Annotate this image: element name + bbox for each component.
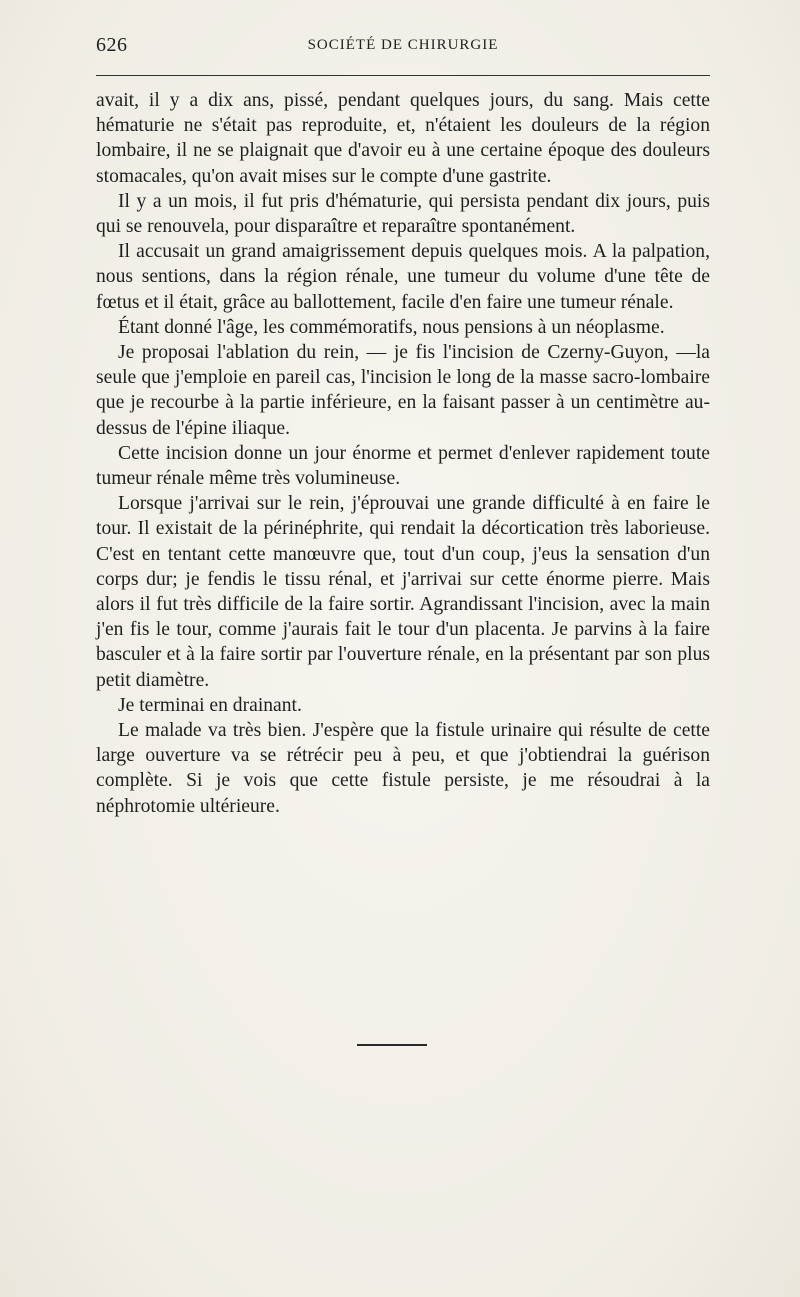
paragraph: Il accusait un grand amaigrissement depuis quelques mois. A la palpation, nous sentions, dans la région rénale, une tumeur du volume d'une tête de fœtus et il était, grâce au ballottement, facile d'en faire une tumeur rénale. — [96, 241, 710, 313]
paragraph: avait, il y a dix ans, pissé, pendant quelques jours, du sang. Mais cette hématurie ne s'était pas reproduite, et, n'étaient les douleurs de la région lombaire, il ne se plaignait que d'avoir eu à une certaine époque des douleurs stomacales, qu'on avait mises sur le compte d'une gastrite. — [96, 90, 710, 187]
paragraph: Je terminai en drainant. — [118, 694, 302, 716]
body-text — [96, 88, 710, 819]
page-header — [96, 34, 710, 60]
paragraph: Il y a un mois, il fut pris d'hématurie, qui persista pendant dix jours, puis qui se renouvela, pour disparaître et reparaître spontanément. — [96, 190, 710, 238]
section-end-rule — [357, 1044, 427, 1046]
paragraph: Je proposai l'ablation du rein, — je fis l'incision de Czerny-Guyon, —la seule que j'emploie en pareil cas, l'incision le long de la masse sacro-lombaire que je recourbe à la partie inférieure, en la faisant passer à un centimètre au-dessus de l'épine iliaque. — [96, 342, 710, 439]
paragraph: Étant donné l'âge, les commémoratifs, nous pensions à un néoplasme. — [118, 316, 665, 338]
paragraph: Le malade va très bien. J'espère que la fistule urinaire qui résulte de cette large ouverture va se rétrécir peu à peu, et que j'obtiendrai la guérison complète. Si je vois que cette fistule persiste, je me résoudrai à la néphrotomie ultérieure. — [96, 720, 710, 817]
header-divider — [96, 75, 710, 76]
running-title: SOCIÉTÉ DE CHIRURGIE — [307, 37, 499, 53]
paragraph: Cette incision donne un jour énorme et permet d'enlever rapidement toute tumeur rénale même très volumineuse. — [96, 442, 710, 490]
paragraph: Lorsque j'arrivai sur le rein, j'éprouvai une grande difficulté à en faire le tour. Il existait de la périnéphrite, qui rendait la décortication très laborieuse. C'est en tentant cette manœuvre que, tout d'un coup, j'eus la sensation d'un corps dur; je fendis le tissu rénal, et j'arrivai sur cette énorme pierre. Mais alors il fut très difficile de la faire sortir. Agrandissant l'incision, avec la main j'en fis le tour, comme j'aurais fait le tour d'un placenta. Je parvins à la faire basculer et à la faire sortir par l'ouverture rénale, en la présentant par son plus petit diamètre. — [96, 493, 710, 691]
page-number: 626 — [96, 34, 128, 56]
